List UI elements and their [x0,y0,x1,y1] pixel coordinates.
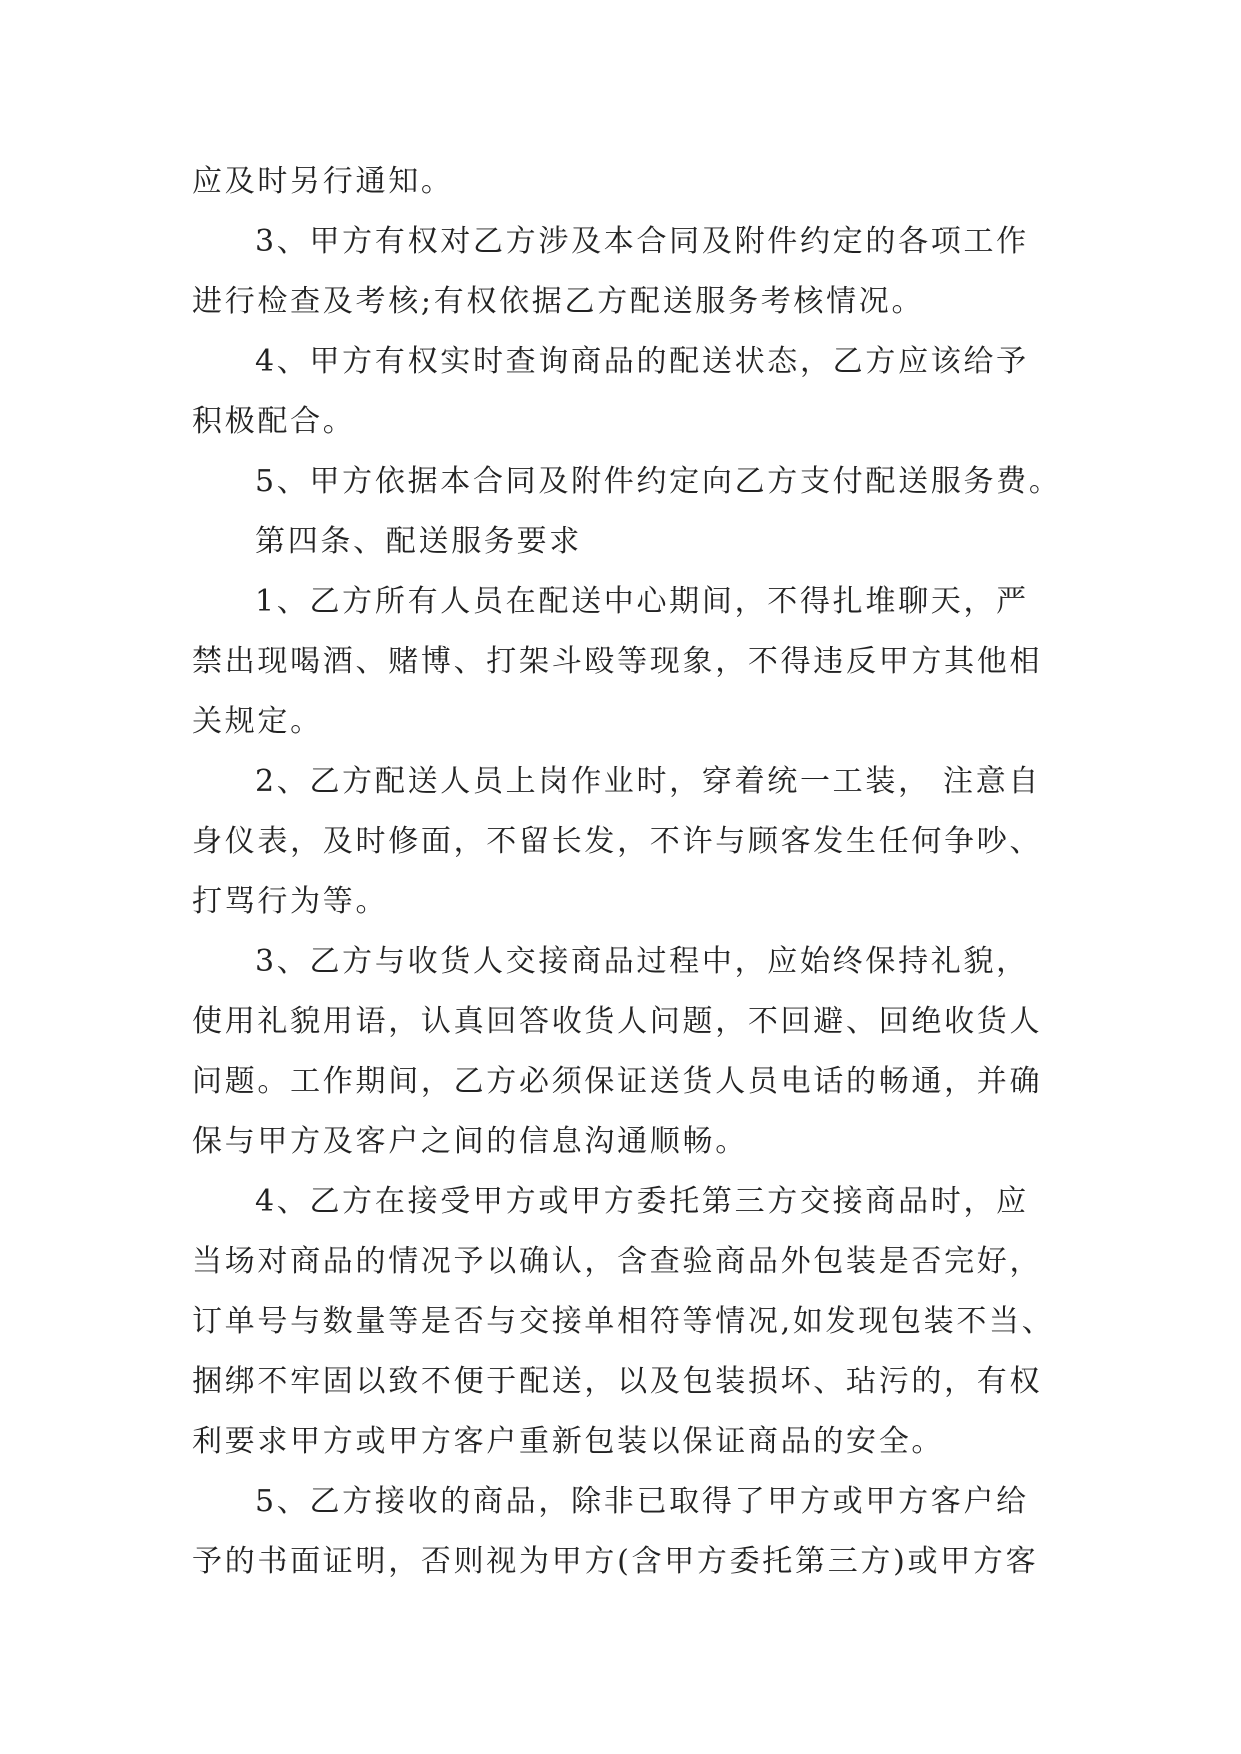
text-line: 3、甲方有权对乙方涉及本合同及附件约定的各项工作 [255,224,1029,259]
text-line: 捆绑不牢固以致不便于配送，以及包装损坏、玷污的，有权 [192,1364,1043,1399]
text-line: 予的书面证明，否则视为甲方(含甲方委托第三方)或甲方客 [192,1544,1039,1579]
text-line: 积极配合。 [192,404,356,439]
text-line: 禁出现喝酒、赌博、打架斗殴等现象，不得违反甲方其他相 [192,644,1043,679]
text-line: 利要求甲方或甲方客户重新包装以保证商品的安全。 [192,1424,945,1459]
text-line: 当场对商品的情况予以确认，含查验商品外包装是否完好， [192,1244,1043,1279]
text-line: 5、乙方接收的商品，除非已取得了甲方或甲方客户给 [255,1484,1029,1519]
text-line: 进行检查及考核;有权依据乙方配送服务考核情况。 [192,284,925,319]
text-line: 打骂行为等。 [192,884,389,919]
text-line: 1、乙方所有人员在配送中心期间，不得扎堆聊天，严 [255,584,1029,619]
text-line: 保与甲方及客户之间的信息沟通顺畅。 [192,1124,748,1159]
text-line: 3、乙方与收货人交接商品过程中，应始终保持礼貌， [255,944,1029,979]
text-line: 订单号与数量等是否与交接单相符等情况,如发现包装不当、 [192,1304,1055,1339]
text-line: 5、甲方依据本合同及附件约定向乙方支付配送服务费。 [255,464,1062,499]
text-line: 使用礼貌用语，认真回答收货人问题，不回避、回绝收货人 [192,1004,1043,1039]
section-heading: 第四条、配送服务要求 [255,524,582,559]
text-line: 身仪表，及时修面，不留长发，不许与顾客发生任何争吵、 [192,824,1043,859]
text-line: 问题。工作期间，乙方必须保证送货人员电话的畅通，并确 [192,1064,1043,1099]
text-line: 4、甲方有权实时查询商品的配送状态，乙方应该给予 [255,344,1029,379]
document-page [192,152,1062,1592]
text-line: 4、乙方在接受甲方或甲方委托第三方交接商品时，应 [255,1184,1029,1219]
text-line: 2、乙方配送人员上岗作业时，穿着统一工装， 注意自 [255,764,1042,799]
text-line: 应及时另行通知。 [192,164,454,199]
text-line: 关规定。 [192,704,323,739]
